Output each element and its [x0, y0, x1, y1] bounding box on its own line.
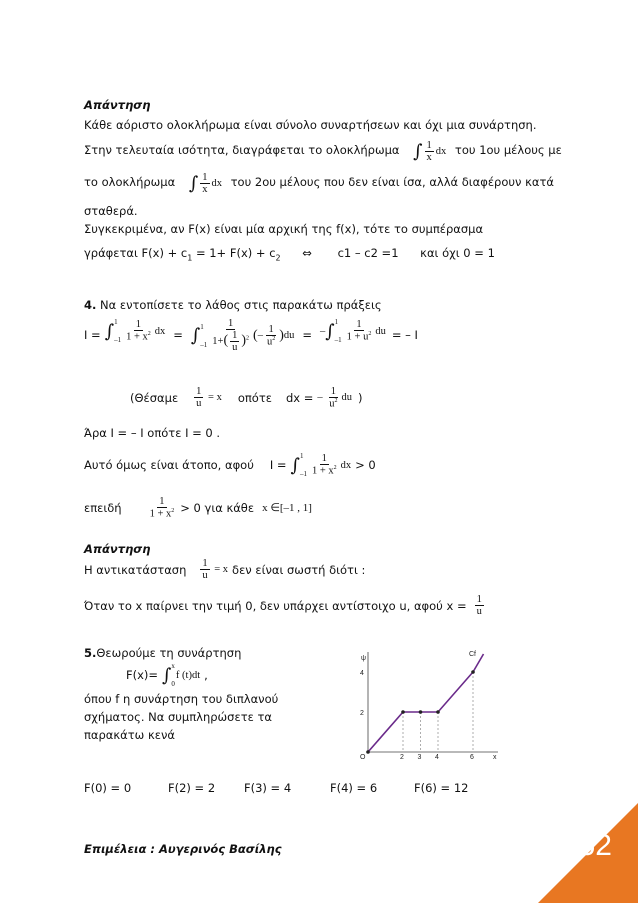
answer2-1-over-u: $\frac{1}{u}$ = x: [202, 558, 229, 582]
q5-integral: ∫ x 0 f (t)dt: [162, 662, 201, 688]
x-tick-3: 3: [417, 754, 422, 761]
q5-answer-0: F(0) = 0: [84, 781, 132, 795]
x-tick-2: 2: [400, 754, 404, 761]
footer-author: Επιμέλεια : Αυγερινός Βασίλης: [84, 842, 282, 856]
q4-interval: x ∈[–1 , 1]: [262, 502, 312, 515]
sub-text-a: (Θέσαμε: [130, 390, 179, 405]
function-graph: [352, 646, 502, 762]
q4-line-b-eq: I =: [269, 458, 287, 472]
q4-integral-positive: ∫ 1 –1 $\frac{1}{1 + x^2}$ dx: [290, 452, 352, 478]
graph-point-4: [471, 670, 475, 674]
q4-line-c-text: επειδή: [84, 500, 122, 515]
q5-prompt-text: Θεωρούμε τη συνάρτηση: [96, 646, 242, 660]
q4-equation: I = ∫ 1 –1 $\frac{1}{1 + x^2}$ dx = ∫ 1 –1 1 1+( $\frac{1}{u}$ )$^2$ ( – $\frac{1}{u^2}$ ) du = – ∫ 1 –1 $\frac{1}{1 + u^2}$ du = – I: [84, 318, 418, 354]
q5-answer-2: F(3) = 4: [244, 781, 292, 795]
answer1-line6: γράφεται $F(x) + c_1 = 1+ F(x) + c_2$ ⇔ c1 – c2 =1 και όχι 0 = 1: [84, 246, 495, 263]
integral-1-over-x: ∫ $\frac{1}{x}$ dx: [413, 140, 449, 164]
q5-text3: παρακάτω κενά: [84, 728, 175, 742]
graph-segment-0: [368, 712, 403, 752]
q4-integral-1: ∫ 1 –1 $\frac{1}{1 + x^2}$ dx: [104, 318, 166, 344]
answer1-line3-tail: του 2ου μέλους που δεν είναι ίσα, αλλά διαφέρουν κατά: [230, 174, 554, 189]
q5-text2: σχήματος. Να συμπληρώσετε τα: [84, 710, 272, 724]
q4-line-b: [84, 452, 376, 478]
answer2-line1-text: Η αντικατάσταση: [84, 562, 187, 577]
origin-label: O: [360, 754, 366, 761]
graph-marks: [366, 654, 483, 754]
q4-line-b-gt: > 0: [355, 458, 376, 472]
q5-prompt: [84, 646, 241, 660]
graph-point-0: [366, 750, 370, 754]
answer1-line3-text: το ολοκλήρωμα: [84, 174, 176, 189]
q4-eq-prefix: I =: [84, 328, 101, 342]
answer2-line2-text: Όταν το x παίρνει την τιμή 0, δεν υπάρχει αντίστοιχο u, αφού x =: [84, 598, 467, 613]
answer2-line2: [84, 594, 486, 617]
sub-text-b: οπότε: [237, 390, 272, 405]
integral-1-over-x-2: ∫ $\frac{1}{x}$ dx: [188, 172, 225, 196]
q4-eq-result: = – I: [391, 328, 418, 342]
line6-part-a: γράφεται F(x) + c: [84, 246, 188, 260]
line6-part-e: και όχι 0 = 1: [420, 246, 495, 260]
answer1-line4: σταθερά.: [84, 204, 138, 218]
q4-prompt: [84, 298, 382, 312]
answer-heading-2: Απάντηση: [84, 542, 151, 556]
graph-point-2: [419, 710, 423, 714]
q4-line-b-text: Αυτό όμως είναι άτοπο, αφού: [84, 458, 254, 472]
answer1-line2-text: Στην τελευταία ισότητα, διαγράφεται το ολοκλήρωμα: [84, 142, 400, 157]
y-axis-label: ψ: [361, 655, 366, 662]
x-tick-6: 6: [470, 754, 474, 761]
answer1-line3: [84, 172, 554, 195]
answer1-line1: Κάθε αόριστο ολοκλήρωμα είναι σύνολο συναρτήσεων και όχι μια συνάρτηση.: [84, 118, 537, 132]
q4-line-c: [84, 496, 312, 520]
q4-line-c-gt: > 0 για κάθε: [180, 500, 255, 515]
q5-text1: όπου f η συνάρτηση του διπλανού: [84, 692, 279, 706]
answer1-line2: [84, 140, 562, 163]
q5-definition: [126, 662, 208, 688]
y-tick-4: 4: [360, 670, 364, 677]
graph-point-1: [401, 710, 405, 714]
q4-number: 4.: [84, 298, 97, 312]
x-axis-label: x: [493, 754, 497, 761]
q4-integral-2: ∫ 1 –1 1 1+( $\frac{1}{u}$ )$^2$ ( – $\frac{1}{u^2}$ ) du: [190, 318, 295, 354]
curve-label: Cf: [469, 651, 476, 658]
x-tick-4: 4: [435, 754, 439, 761]
answer2-1-over-u-2: $\frac{1}{u}$: [476, 594, 482, 618]
q4-substitution: [130, 386, 363, 410]
q5-answer-4: F(6) = 12: [414, 781, 469, 795]
q5-def-comma: ,: [204, 668, 208, 682]
q4-integral-3: – ∫ 1 –1 $\frac{1}{1 + u^2}$ du: [320, 318, 386, 344]
answer1-line2-tail: του 1ου μέλους με: [454, 142, 562, 157]
answer-heading-1: Απάντηση: [84, 98, 151, 112]
graph-segment-3: [438, 672, 473, 712]
sub-1-over-u: $\frac{1}{u}$ = x: [196, 386, 222, 410]
answer2-line1-tail: δεν είναι σωστή διότι :: [232, 562, 366, 577]
q5-answer-1: F(2) = 2: [168, 781, 216, 795]
sub-text-c: dx =: [285, 390, 314, 405]
graph-point-3: [436, 710, 440, 714]
equivalence-icon: ⇔: [302, 246, 312, 260]
y-tick-2: 2: [360, 710, 364, 717]
line6-part-b: = 1+ F(x) + c: [195, 246, 276, 260]
sub-dx: – $\frac{1}{u^2}$ du: [317, 386, 352, 410]
answer2-line1: [84, 558, 365, 581]
q4-prompt-text: Να εντοπίσετε το λάθος στις παρακάτω πράξεις: [100, 298, 382, 312]
line6-part-d: c1 – c2 =1: [337, 246, 399, 260]
page-number: 62: [578, 829, 612, 862]
q4-line-a: Άρα I = – I οπότε I = 0 .: [84, 426, 221, 440]
q4-fraction: $\frac{1}{1 + x^2}$: [149, 496, 175, 520]
sub-text-d: ): [358, 390, 363, 405]
q5-answer-3: F(4) = 6: [330, 781, 378, 795]
q5-number: 5.: [84, 646, 97, 660]
answer1-line5: Συγκεκριμένα, αν F(x) είναι μία αρχική της f(x), τότε το συμπέρασμα: [84, 222, 484, 236]
q5-def-text: F(x)=: [126, 668, 159, 682]
